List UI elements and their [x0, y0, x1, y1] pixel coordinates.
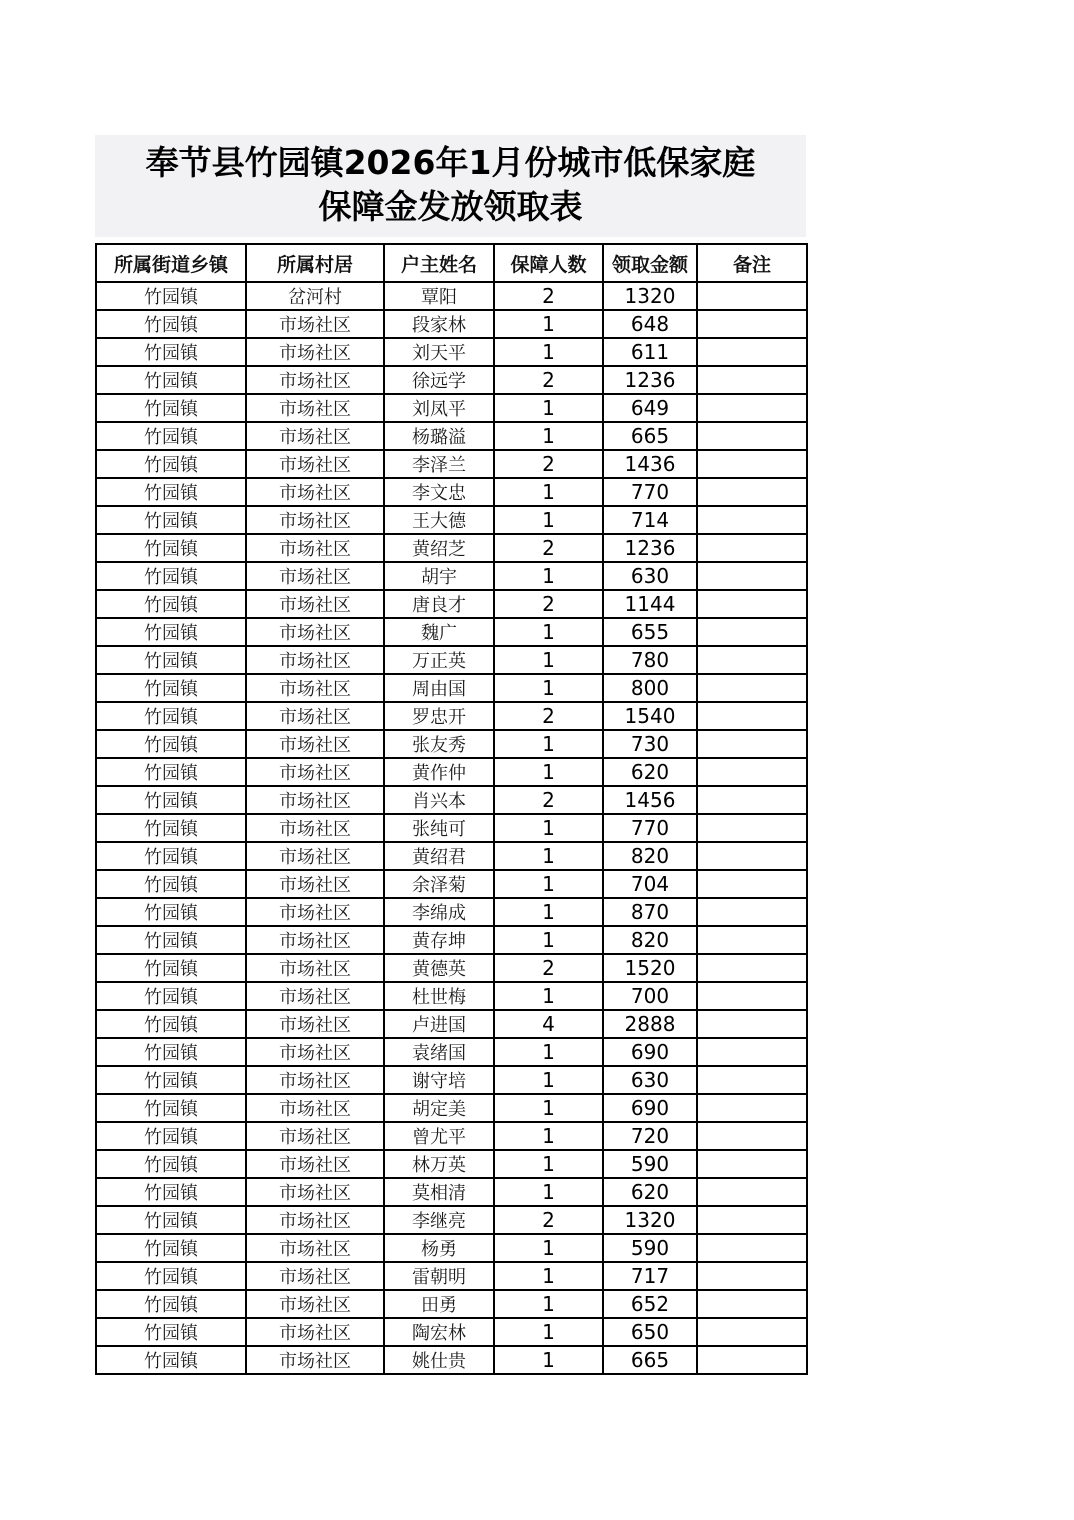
- table-cell: 市场社区: [246, 1038, 384, 1066]
- table-cell: 竹园镇: [96, 1066, 246, 1094]
- table-cell: 2: [494, 450, 603, 478]
- table-cell: [697, 870, 807, 898]
- table-cell: [697, 982, 807, 1010]
- table-cell: 700: [603, 982, 697, 1010]
- table-cell: 市场社区: [246, 898, 384, 926]
- table-cell: 2: [494, 1206, 603, 1234]
- table-cell: [697, 674, 807, 702]
- table-cell: [697, 758, 807, 786]
- table-cell: 市场社区: [246, 394, 384, 422]
- table-cell: 市场社区: [246, 1318, 384, 1346]
- table-cell: 竹园镇: [96, 310, 246, 338]
- table-row: [96, 646, 807, 674]
- table-cell: 竹园镇: [96, 842, 246, 870]
- table-cell: [697, 1290, 807, 1318]
- header-street-township: 所属街道乡镇: [96, 244, 246, 282]
- table-cell: 竹园镇: [96, 814, 246, 842]
- table-cell: 市场社区: [246, 730, 384, 758]
- table-cell: 770: [603, 814, 697, 842]
- table-cell: 黄绍君: [384, 842, 494, 870]
- header-household-name: 户主姓名: [384, 244, 494, 282]
- table-cell: 1: [494, 422, 603, 450]
- table-cell: 唐良才: [384, 590, 494, 618]
- table-row: [96, 1346, 807, 1374]
- table-cell: 竹园镇: [96, 478, 246, 506]
- table-cell: 市场社区: [246, 1262, 384, 1290]
- table-cell: 市场社区: [246, 758, 384, 786]
- table-cell: 竹园镇: [96, 618, 246, 646]
- table-cell: 竹园镇: [96, 1010, 246, 1038]
- table-cell: 胡宇: [384, 562, 494, 590]
- table-cell: 590: [603, 1150, 697, 1178]
- table-cell: 1: [494, 926, 603, 954]
- table-cell: 市场社区: [246, 534, 384, 562]
- table-cell: 竹园镇: [96, 366, 246, 394]
- table-cell: [697, 590, 807, 618]
- table-cell: 652: [603, 1290, 697, 1318]
- table-cell: [697, 1066, 807, 1094]
- table-cell: 630: [603, 1066, 697, 1094]
- header-person-count: 保障人数: [494, 244, 603, 282]
- table-cell: 市场社区: [246, 1234, 384, 1262]
- table-cell: 竹园镇: [96, 786, 246, 814]
- table-cell: 竹园镇: [96, 758, 246, 786]
- title-line-2: 保障金发放领取表: [318, 186, 583, 226]
- table-row: [96, 1010, 807, 1038]
- table-cell: 魏广: [384, 618, 494, 646]
- table-cell: 1: [494, 1178, 603, 1206]
- table-cell: 870: [603, 898, 697, 926]
- table-cell: [697, 786, 807, 814]
- table-cell: 2: [494, 786, 603, 814]
- table-cell: 段家林: [384, 310, 494, 338]
- table-cell: 1520: [603, 954, 697, 982]
- table-cell: 竹园镇: [96, 1122, 246, 1150]
- header-remarks: 备注: [697, 244, 807, 282]
- table-cell: [697, 534, 807, 562]
- table-cell: [697, 898, 807, 926]
- table-cell: [697, 1262, 807, 1290]
- table-cell: 1: [494, 1318, 603, 1346]
- table-cell: 竹园镇: [96, 870, 246, 898]
- table-cell: 杨璐溢: [384, 422, 494, 450]
- table-cell: 李继亮: [384, 1206, 494, 1234]
- table-cell: [697, 478, 807, 506]
- table-cell: 李文忠: [384, 478, 494, 506]
- table-cell: 万正英: [384, 646, 494, 674]
- table-cell: 1: [494, 1094, 603, 1122]
- table-cell: [697, 366, 807, 394]
- table-cell: 岔河村: [246, 282, 384, 310]
- table-cell: 竹园镇: [96, 954, 246, 982]
- table-cell: [697, 450, 807, 478]
- table-cell: 市场社区: [246, 646, 384, 674]
- table-cell: 2: [494, 590, 603, 618]
- table-cell: [697, 618, 807, 646]
- table-cell: 1: [494, 1066, 603, 1094]
- table-row: [96, 366, 807, 394]
- table-cell: 1: [494, 562, 603, 590]
- table-cell: [697, 506, 807, 534]
- table-cell: 1: [494, 870, 603, 898]
- table-cell: [697, 562, 807, 590]
- table-row: [96, 1066, 807, 1094]
- table-cell: 1: [494, 814, 603, 842]
- table-cell: 800: [603, 674, 697, 702]
- table-cell: 2: [494, 702, 603, 730]
- table-row: [96, 422, 807, 450]
- table-cell: 市场社区: [246, 422, 384, 450]
- table-row: [96, 590, 807, 618]
- table-cell: 李绵成: [384, 898, 494, 926]
- table-row: [96, 870, 807, 898]
- document-sheet: [95, 135, 806, 1375]
- table-cell: 1456: [603, 786, 697, 814]
- table-cell: [697, 1234, 807, 1262]
- table-cell: 649: [603, 394, 697, 422]
- table-cell: 谢守培: [384, 1066, 494, 1094]
- table-cell: 竹园镇: [96, 1178, 246, 1206]
- table-cell: 1: [494, 1150, 603, 1178]
- table-cell: 竹园镇: [96, 1234, 246, 1262]
- table-cell: 竹园镇: [96, 422, 246, 450]
- table-cell: 市场社区: [246, 338, 384, 366]
- table-cell: 市场社区: [246, 1206, 384, 1234]
- table-cell: 市场社区: [246, 590, 384, 618]
- table-cell: 720: [603, 1122, 697, 1150]
- header-amount: 领取金额: [603, 244, 697, 282]
- table-cell: 竹园镇: [96, 282, 246, 310]
- table-cell: 竹园镇: [96, 982, 246, 1010]
- table-cell: 650: [603, 1318, 697, 1346]
- table-row: [96, 730, 807, 758]
- table-cell: 田勇: [384, 1290, 494, 1318]
- table-cell: 竹园镇: [96, 1290, 246, 1318]
- table-cell: [697, 1094, 807, 1122]
- table-cell: 1: [494, 394, 603, 422]
- table-cell: 1320: [603, 1206, 697, 1234]
- table-row: [96, 1178, 807, 1206]
- table-cell: 市场社区: [246, 926, 384, 954]
- table-cell: 卢进国: [384, 1010, 494, 1038]
- table-cell: 竹园镇: [96, 1318, 246, 1346]
- table-cell: 市场社区: [246, 842, 384, 870]
- table-cell: 杨勇: [384, 1234, 494, 1262]
- table-row: [96, 562, 807, 590]
- table-cell: 竹园镇: [96, 926, 246, 954]
- table-cell: [697, 730, 807, 758]
- table-cell: 竹园镇: [96, 1262, 246, 1290]
- table-cell: [697, 814, 807, 842]
- table-cell: 820: [603, 926, 697, 954]
- table-cell: 1236: [603, 534, 697, 562]
- table-cell: 1: [494, 674, 603, 702]
- table-cell: 姚仕贵: [384, 1346, 494, 1374]
- table-cell: 竹园镇: [96, 394, 246, 422]
- table-cell: 市场社区: [246, 1094, 384, 1122]
- benefits-table: [95, 243, 808, 1375]
- title-line-1: 奉节县竹园镇2026年1月份城市低保家庭: [145, 143, 756, 182]
- table-cell: [697, 1206, 807, 1234]
- table-cell: 黄存坤: [384, 926, 494, 954]
- table-cell: 690: [603, 1038, 697, 1066]
- table-cell: [697, 1346, 807, 1374]
- table-cell: 1: [494, 1346, 603, 1374]
- table-row: [96, 394, 807, 422]
- table-row: [96, 1290, 807, 1318]
- table-row: [96, 1150, 807, 1178]
- table-cell: 市场社区: [246, 366, 384, 394]
- table-row: [96, 534, 807, 562]
- table-row: [96, 1122, 807, 1150]
- table-cell: 竹园镇: [96, 534, 246, 562]
- table-cell: 市场社区: [246, 954, 384, 982]
- table-row: [96, 282, 807, 310]
- table-cell: 2: [494, 282, 603, 310]
- table-row: [96, 478, 807, 506]
- table-cell: 1: [494, 646, 603, 674]
- table-cell: 4: [494, 1010, 603, 1038]
- table-row: [96, 702, 807, 730]
- document-title: [95, 135, 806, 237]
- table-cell: 陶宏林: [384, 1318, 494, 1346]
- table-cell: 张纯可: [384, 814, 494, 842]
- table-row: [96, 1234, 807, 1262]
- table-cell: 竹园镇: [96, 450, 246, 478]
- table-cell: 市场社区: [246, 1290, 384, 1318]
- table-cell: [697, 842, 807, 870]
- table-cell: 市场社区: [246, 814, 384, 842]
- table-cell: 1: [494, 730, 603, 758]
- table-cell: 竹园镇: [96, 1206, 246, 1234]
- table-cell: 刘凤平: [384, 394, 494, 422]
- table-cell: 袁绪国: [384, 1038, 494, 1066]
- table-cell: 1: [494, 478, 603, 506]
- table-cell: 王大德: [384, 506, 494, 534]
- table-cell: 1: [494, 1234, 603, 1262]
- table-cell: 770: [603, 478, 697, 506]
- table-cell: 竹园镇: [96, 646, 246, 674]
- table-cell: 市场社区: [246, 478, 384, 506]
- table-cell: 2: [494, 954, 603, 982]
- table-cell: 1: [494, 1290, 603, 1318]
- table-cell: 刘天平: [384, 338, 494, 366]
- table-row: [96, 450, 807, 478]
- table-row: [96, 758, 807, 786]
- table-cell: 611: [603, 338, 697, 366]
- table-cell: 市场社区: [246, 1178, 384, 1206]
- table-row: [96, 310, 807, 338]
- table-cell: 1: [494, 338, 603, 366]
- table-cell: 雷朝明: [384, 1262, 494, 1290]
- table-cell: 665: [603, 422, 697, 450]
- table-cell: [697, 1178, 807, 1206]
- table-cell: 竹园镇: [96, 674, 246, 702]
- table-cell: 竹园镇: [96, 730, 246, 758]
- table-cell: 665: [603, 1346, 697, 1374]
- table-cell: 竹园镇: [96, 702, 246, 730]
- table-cell: 704: [603, 870, 697, 898]
- table-row: [96, 338, 807, 366]
- table-cell: 1540: [603, 702, 697, 730]
- table-cell: 竹园镇: [96, 1150, 246, 1178]
- table-cell: 630: [603, 562, 697, 590]
- table-cell: [697, 338, 807, 366]
- table-cell: 730: [603, 730, 697, 758]
- table-cell: 1: [494, 1038, 603, 1066]
- table-cell: 市场社区: [246, 562, 384, 590]
- table-row: [96, 1206, 807, 1234]
- table-row: [96, 982, 807, 1010]
- table-cell: 655: [603, 618, 697, 646]
- table-cell: 李泽兰: [384, 450, 494, 478]
- table-row: [96, 1318, 807, 1346]
- table-cell: 1436: [603, 450, 697, 478]
- table-row: [96, 506, 807, 534]
- table-cell: 620: [603, 758, 697, 786]
- table-cell: [697, 282, 807, 310]
- table-cell: 市场社区: [246, 310, 384, 338]
- table-cell: 市场社区: [246, 1346, 384, 1374]
- table-row: [96, 786, 807, 814]
- table-row: [96, 1038, 807, 1066]
- table-cell: 竹园镇: [96, 562, 246, 590]
- table-row: [96, 898, 807, 926]
- table-cell: 2888: [603, 1010, 697, 1038]
- table-cell: 714: [603, 506, 697, 534]
- table-cell: 覃阳: [384, 282, 494, 310]
- table-cell: [697, 1038, 807, 1066]
- table-cell: 1: [494, 310, 603, 338]
- table-cell: 竹园镇: [96, 590, 246, 618]
- table-cell: 张友秀: [384, 730, 494, 758]
- table-cell: 1: [494, 758, 603, 786]
- table-cell: 1: [494, 506, 603, 534]
- table-cell: 820: [603, 842, 697, 870]
- table-cell: [697, 1150, 807, 1178]
- table-cell: 周由国: [384, 674, 494, 702]
- table-row: [96, 674, 807, 702]
- table-cell: 2: [494, 366, 603, 394]
- table-cell: 竹园镇: [96, 1346, 246, 1374]
- table-cell: 竹园镇: [96, 338, 246, 366]
- header-village: 所属村居: [246, 244, 384, 282]
- table-cell: 市场社区: [246, 1066, 384, 1094]
- table-cell: 罗忠开: [384, 702, 494, 730]
- table-cell: [697, 646, 807, 674]
- table-cell: 市场社区: [246, 870, 384, 898]
- table-cell: 竹园镇: [96, 506, 246, 534]
- table-cell: 竹园镇: [96, 1094, 246, 1122]
- table-cell: 胡定美: [384, 1094, 494, 1122]
- table-cell: [697, 926, 807, 954]
- table-cell: 黄作仲: [384, 758, 494, 786]
- table-cell: [697, 954, 807, 982]
- table-cell: 曾尤平: [384, 1122, 494, 1150]
- table-cell: [697, 310, 807, 338]
- table-cell: 市场社区: [246, 674, 384, 702]
- table-cell: 市场社区: [246, 786, 384, 814]
- table-cell: 市场社区: [246, 982, 384, 1010]
- table-cell: 648: [603, 310, 697, 338]
- table-cell: [697, 1010, 807, 1038]
- table-row: [96, 814, 807, 842]
- table-cell: 林万英: [384, 1150, 494, 1178]
- table-cell: 1: [494, 1122, 603, 1150]
- table-cell: 莫相清: [384, 1178, 494, 1206]
- table-row: [96, 954, 807, 982]
- table-cell: 市场社区: [246, 1010, 384, 1038]
- table-cell: [697, 702, 807, 730]
- table-row: [96, 1262, 807, 1290]
- table-cell: 1: [494, 842, 603, 870]
- table-cell: 黄德英: [384, 954, 494, 982]
- table-cell: 余泽菊: [384, 870, 494, 898]
- table-cell: 1: [494, 618, 603, 646]
- table-cell: [697, 394, 807, 422]
- table-header-row: [96, 244, 807, 282]
- table-cell: 市场社区: [246, 1150, 384, 1178]
- table-cell: 620: [603, 1178, 697, 1206]
- table-row: [96, 618, 807, 646]
- table-cell: 竹园镇: [96, 898, 246, 926]
- table-cell: 1320: [603, 282, 697, 310]
- table-body: [96, 282, 807, 1374]
- table-cell: 市场社区: [246, 450, 384, 478]
- table-cell: 717: [603, 1262, 697, 1290]
- table-cell: 1236: [603, 366, 697, 394]
- table-cell: 市场社区: [246, 618, 384, 646]
- table-cell: 2: [494, 534, 603, 562]
- table-cell: 690: [603, 1094, 697, 1122]
- table-cell: 590: [603, 1234, 697, 1262]
- table-cell: 1: [494, 1262, 603, 1290]
- table-row: [96, 1094, 807, 1122]
- table-cell: [697, 1318, 807, 1346]
- table-cell: 竹园镇: [96, 1038, 246, 1066]
- table-cell: 市场社区: [246, 1122, 384, 1150]
- table-cell: 黄绍芝: [384, 534, 494, 562]
- table-cell: 1: [494, 898, 603, 926]
- table-cell: [697, 422, 807, 450]
- table-cell: 780: [603, 646, 697, 674]
- table-cell: 肖兴本: [384, 786, 494, 814]
- table-cell: 1144: [603, 590, 697, 618]
- table-cell: 1: [494, 982, 603, 1010]
- table-row: [96, 842, 807, 870]
- table-cell: 杜世梅: [384, 982, 494, 1010]
- table-row: [96, 926, 807, 954]
- table-cell: 徐远学: [384, 366, 494, 394]
- table-cell: 市场社区: [246, 702, 384, 730]
- table-cell: 市场社区: [246, 506, 384, 534]
- table-cell: [697, 1122, 807, 1150]
